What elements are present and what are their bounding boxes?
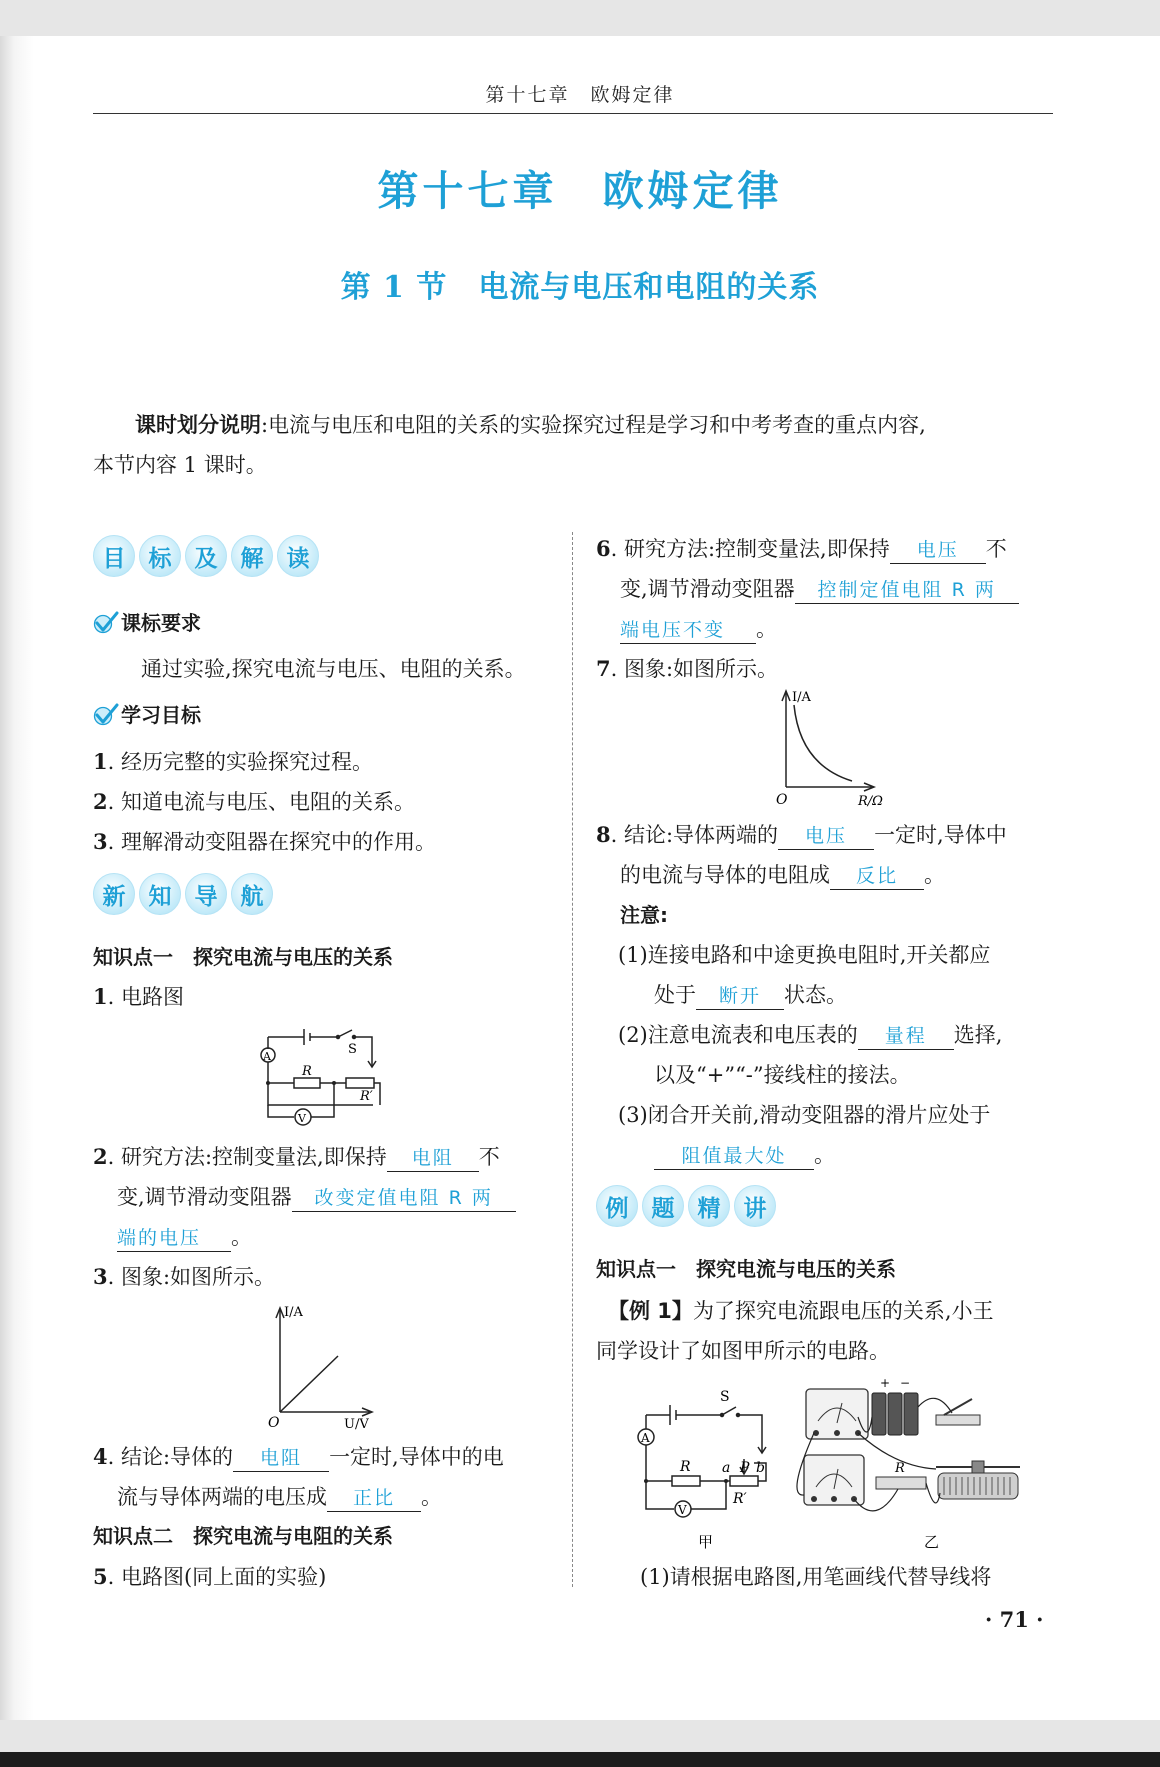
label-voltmeter: V <box>298 1112 306 1125</box>
check-icon <box>93 703 119 727</box>
badge-char: 及 <box>185 535 227 577</box>
answer-blank: 阻值最大处 <box>654 1143 814 1170</box>
list-item: 2. 知道电流与电压、电阻的关系。 <box>93 789 415 814</box>
question-1: (1)请根据电路图,用笔画线代替导线将 <box>640 1565 992 1589</box>
answer-blank: 控制定值电阻 R 两 <box>795 577 1019 604</box>
graph-current-voltage <box>258 1300 388 1430</box>
item-4-line2: 流与导体两端的电压成 正比 。 <box>117 1483 442 1511</box>
answer-blank: 电压 <box>890 537 986 564</box>
answer-blank: 端的电压 <box>117 1225 231 1252</box>
item-6-line3: 端电压不变 。 <box>620 615 777 643</box>
item-2-line3: 端的电压 。 <box>117 1223 252 1251</box>
axis-label-x: R/Ω <box>858 794 883 807</box>
label-ammeter: A <box>641 1431 650 1445</box>
item-4-line1: 4. 结论:导体的 电阻 一定时,导体中的电 <box>93 1443 504 1471</box>
badge-char: 精 <box>688 1185 730 1227</box>
chapter-title: 第十七章 欧姆定律 <box>377 167 783 215</box>
axis-label-y: I/A <box>792 690 811 705</box>
badge-char: 解 <box>231 535 273 577</box>
lesson-intro <box>93 405 1053 485</box>
answer-blank: 量程 <box>858 1023 954 1050</box>
intro-lead: 课时划分说明 <box>135 413 261 437</box>
running-head: 第十七章 欧姆定律 <box>485 84 675 106</box>
knowledge-point-2: 知识点二 探究电流与电阻的关系 <box>93 1524 393 1548</box>
note-2-line2: 以及“+”“-”接线柱的接法。 <box>654 1063 911 1087</box>
subhead-label: 课标要求 <box>121 611 201 635</box>
bottom-edge <box>0 1752 1160 1767</box>
answer-blank: 反比 <box>830 863 924 890</box>
badge-char: 航 <box>231 873 273 915</box>
badge-examples <box>596 1185 776 1229</box>
label-switch: S <box>348 1042 357 1057</box>
header-rule <box>93 113 1053 114</box>
answer-blank: 改变定值电阻 R 两 <box>292 1185 516 1212</box>
label-minus: − <box>900 1377 911 1390</box>
origin-label: O <box>268 1415 280 1430</box>
label-resistor: R <box>302 1064 312 1079</box>
answer-blank: 电压 <box>778 823 874 850</box>
item-6-line2: 变,调节滑动变阻器 控制定值电阻 R 两 <box>620 575 1019 603</box>
list-item: 3. 理解滑动变阻器在探究中的作用。 <box>93 829 436 854</box>
badge-char: 新 <box>93 873 135 915</box>
label-voltmeter: V <box>678 1503 687 1517</box>
label-ammeter: A <box>263 1050 271 1063</box>
subhead-goals <box>93 701 201 729</box>
item-2-line1: 2. 研究方法:控制变量法,即保持 电阻 不 <box>93 1143 500 1171</box>
section-title: 第 1 节 电流与电压和电阻的关系 <box>340 270 820 305</box>
answer-blank: 正比 <box>327 1485 421 1512</box>
answer-blank: 端电压不变 <box>620 617 756 644</box>
note-1-line1: (1)连接电路和中途更换电阻时,开关都应 <box>618 943 991 967</box>
axis-label-y: I/A <box>284 1305 303 1320</box>
column-divider <box>572 532 573 1587</box>
knowledge-point-1b: 知识点一 探究电流与电压的关系 <box>596 1257 896 1281</box>
badge-char: 导 <box>185 873 227 915</box>
example-1-line2: 同学设计了如图甲所示的电路。 <box>596 1339 890 1363</box>
badge-char: 例 <box>596 1185 638 1227</box>
subhead-requirements <box>93 609 201 637</box>
answer-blank: 电阻 <box>387 1145 479 1172</box>
badge-char: 读 <box>277 535 319 577</box>
list-item: 1. 经历完整的实验探究过程。 <box>93 749 373 774</box>
check-icon <box>93 611 119 635</box>
note-title: 注意: <box>620 903 668 927</box>
item-5: 5. 电路图(同上面的实验) <box>93 1564 327 1589</box>
label-rheostat: R′ <box>360 1089 373 1104</box>
knowledge-point-1: 知识点一 探究电流与电压的关系 <box>93 945 393 969</box>
page-number: · 71 · <box>985 1607 1044 1632</box>
item-8-line2: 的电流与导体的电阻成 反比 。 <box>620 861 945 889</box>
label-resistor: R <box>680 1459 691 1475</box>
item-7: 7. 图象:如图所示。 <box>596 656 779 681</box>
example-1-line1: 【例 1】为了探究电流跟电压的关系,小王 <box>608 1299 994 1323</box>
origin-label: O <box>776 792 788 807</box>
label-rheostat: R′ <box>733 1491 747 1507</box>
intro-line2: 本节内容 1 课时。 <box>93 453 267 477</box>
answer-blank: 断开 <box>696 983 784 1010</box>
label-resistor-physical: R <box>895 1461 905 1476</box>
item-6-line1: 6. 研究方法:控制变量法,即保持 电压 不 <box>596 535 1007 563</box>
item-1: 1. 电路图 <box>93 984 184 1009</box>
graph-current-resistance <box>770 687 900 807</box>
badge-char: 题 <box>642 1185 684 1227</box>
badge-char: 目 <box>93 535 135 577</box>
label-slider-p: P <box>740 1460 750 1476</box>
answer-blank: 电阻 <box>233 1445 329 1472</box>
note-3-line1: (3)闭合开关前,滑动变阻器的滑片应处于 <box>618 1103 991 1127</box>
figure-label-jia: 甲 <box>698 1533 714 1551</box>
circuit-diagram-1 <box>248 1025 403 1130</box>
figure-label-yi: 乙 <box>924 1533 940 1551</box>
item-8-line1: 8. 结论:导体两端的 电压 一定时,导体中 <box>596 821 1007 849</box>
badge-char: 讲 <box>734 1185 776 1227</box>
axis-label-x: U/V <box>344 1417 369 1430</box>
note-3-line2: 阻值最大处 。 <box>654 1141 835 1169</box>
note-2-line1: (2)注意电流表和电压表的 量程 选择, <box>618 1021 1002 1049</box>
badge-char: 标 <box>139 535 181 577</box>
item-3: 3. 图象:如图所示。 <box>93 1264 276 1289</box>
badge-goals <box>93 535 319 579</box>
label-plus: + <box>880 1377 891 1390</box>
physical-apparatus <box>797 1377 1020 1511</box>
badge-char: 知 <box>139 873 181 915</box>
item-2-line2: 变,调节滑动变阻器 改变定值电阻 R 两 <box>117 1183 516 1211</box>
label-terminal-b: b <box>756 1460 765 1476</box>
badge-new-knowledge <box>93 873 273 917</box>
label-terminal-a: a <box>722 1460 731 1476</box>
intro-line1: :电流与电压和电阻的关系的实验探究过程是学习和中考考查的重点内容, <box>261 413 926 437</box>
example-circuit-figure <box>636 1377 1036 1552</box>
subhead-label: 学习目标 <box>121 703 201 727</box>
label-switch: S <box>720 1389 730 1405</box>
requirement-text: 通过实验,探究电流与电压、电阻的关系。 <box>141 657 526 681</box>
note-1-line2: 处于 断开 状态。 <box>654 981 847 1009</box>
